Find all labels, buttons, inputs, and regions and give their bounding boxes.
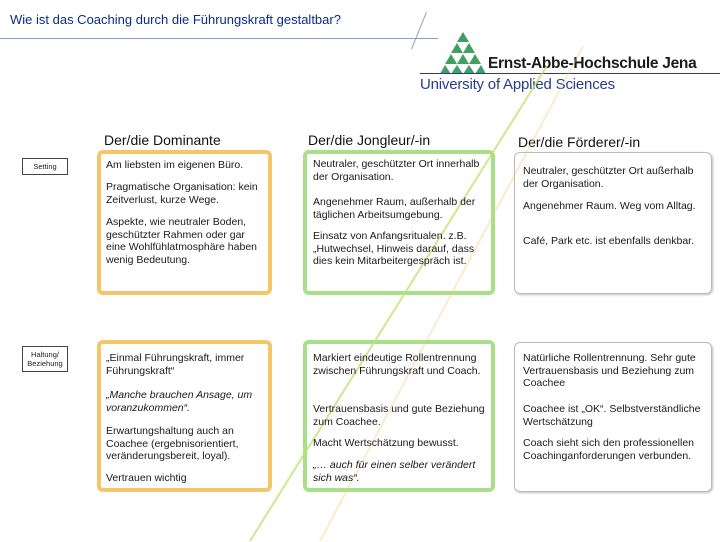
cell-text: Neutraler, geschützter Ort innerhalb der Organisation. [313,158,480,183]
cell-text: „Manche brauchen Ansage, um voranzukommen“. [106,389,253,414]
cell-text: Am liebsten im eigenen Büro. [106,159,244,171]
row-label-setting: Setting [22,158,68,175]
cell-text: Erwartungshaltung auch an Coachee (ergebnisorientiert, veränderungsbereit, loyal). [106,425,239,462]
row-label-haltung: Haltung/ Beziehung [22,346,68,372]
cell-text: Einsatz von Anfangsritualen. z.B. „Hutwechsel, Hinweis darauf, dass dies kein Mitarbeitergespräch ist. [313,230,475,267]
cell-text: „… auch für einen selber verändert sich was“. [313,459,476,484]
cell-text: Angenehmer Raum, außerhalb der täglichen Arbeitsumgebung. [313,196,476,221]
cell-text: Natürliche Rollentrennung. Sehr gute Vertrauensbasis und Beziehung zum Coachee [523,352,696,389]
cell-text: Coach sieht sich den professionellen Coachinganforderungen verbunden. [523,437,695,462]
page-title: Wie ist das Coaching durch die Führungskraft gestaltbar? [10,12,341,27]
cell-text: Vertrauensbasis und gute Beziehung zum Coachee. [313,403,485,428]
cell-text: Neutraler, geschützter Ort außerhalb der Organisation. [523,165,694,190]
cell-text: Markiert eindeutige Rollentrennung zwischen Führungskraft und Coach. [313,352,481,377]
header-divider-diagonal [411,12,427,49]
cell-text: Aspekte, wie neutraler Boden, geschützter Rahmen oder gar eine Wohlfühlatmosphäre haben wenig Bedeutung. [106,216,257,266]
logo-name: Ernst-Abbe-Hochschule Jena [488,55,697,72]
cell-text: Coachee ist „OK“. Selbstverständliche Wertschätzung [523,403,701,428]
cell-text: „Einmal Führungskraft, immer Führungskraft“ [106,352,245,377]
university-logo-icon [440,30,486,74]
logo-underline [420,73,720,74]
column-header-dominante: Der/die Dominante [104,132,221,148]
cell-text: Café, Park etc. ist ebenfalls denkbar. [523,235,695,247]
cell-text: Macht Wertschätzung bewusst. [313,437,459,449]
logo-subtitle: University of Applied Sciences [420,76,615,93]
cell-text: Vertrauen wichtig [106,472,187,484]
cell-text: Pragmatische Organisation: kein Zeitverlust, kurze Wege. [106,181,258,206]
column-header-foerderer: Der/die Förderer/-in [518,134,641,150]
header-divider [0,38,438,39]
column-header-jongleur: Der/die Jongleur/-in [308,132,431,148]
cell-text: Angenehmer Raum. Weg vom Alltag. [523,200,696,212]
